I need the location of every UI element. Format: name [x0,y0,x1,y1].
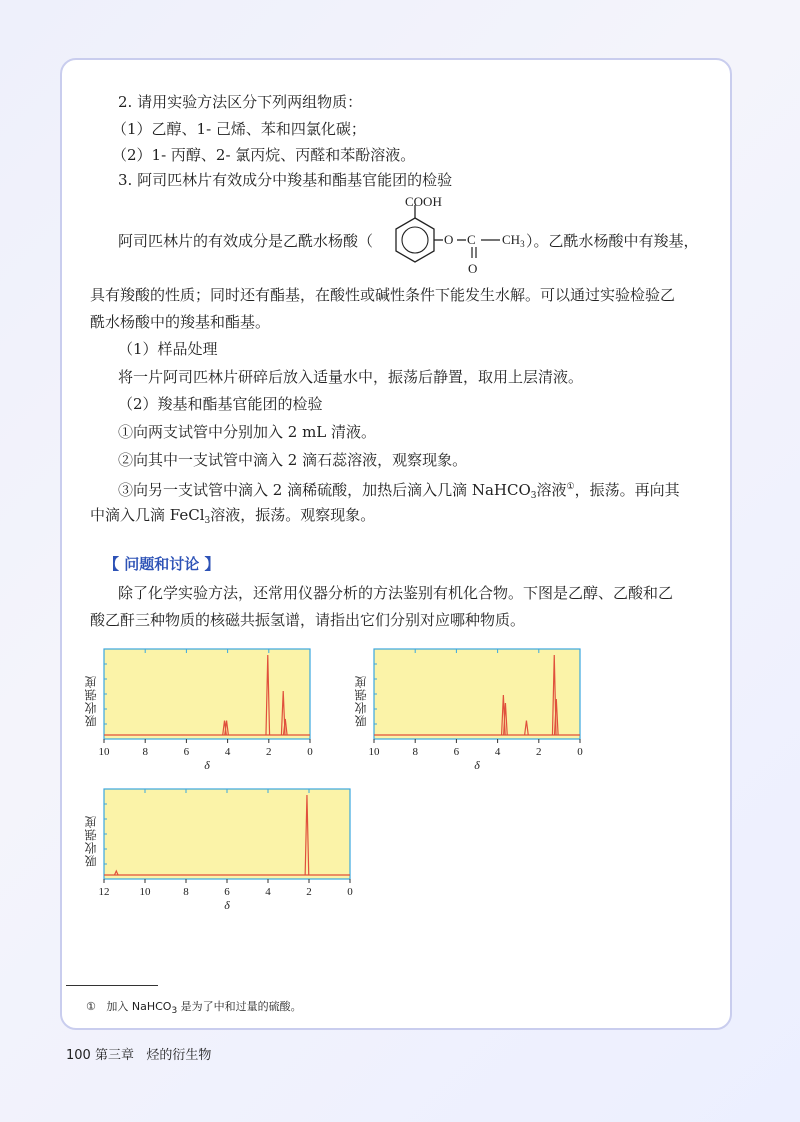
section-2-title: （2）羧基和酯基官能团的检验 [118,395,323,413]
methyl-ch: CH [502,232,521,247]
x-tick-label: 4 [224,746,231,758]
ester-o-label: O [444,232,454,247]
x-tick-label: 6 [224,886,230,898]
question-2-part-1: （1）乙醇、1- 己烯、苯和四氯化碳； [112,120,366,138]
paragraph-line-1: 具有羧酸的性质；同时还有酯基，在酸性或碱性条件下能发生水解。可以通过实验检验乙 [90,286,676,304]
nmr-chart-3 [82,785,362,915]
x-axis-title: δ [204,758,210,772]
footnote-b: 是为了中和过量的硫酸。 [177,1000,302,1013]
x-tick-label: 8 [183,886,189,898]
step-3-a: ③向另一支试管中滴入 2 滴稀硫酸，加热后滴入几滴 NaHCO [118,481,531,499]
x-tick-label: 8 [142,746,148,758]
footnote-a: 加入 NaHCO [106,1000,172,1013]
footnote-ref: ① [566,482,575,492]
x-tick-label: 6 [453,746,460,758]
footnote-divider [66,985,158,986]
question-3: 3. 阿司匹林片有效成分中羧基和酯基官能团的检验 [118,171,453,189]
y-axis-title: 吸收强度 [84,675,98,727]
nmr-plot-2 [352,645,592,775]
page-footer [66,1044,211,1063]
footnote-mark: ① [86,1000,96,1013]
x-tick-label: 2 [306,886,312,898]
step-3-c: ，振荡。再向其 [574,481,680,499]
methyl-sub: 3 [520,239,525,249]
methyl-label [502,232,525,249]
plot-area [374,649,580,739]
x-tick-label: 2 [266,746,272,758]
x-tick-label: 0 [347,886,353,898]
x-tick-label: 12 [98,886,110,898]
x-axis-title: δ [474,758,480,772]
nmr-chart-1 [82,645,322,775]
discussion-line-2: 酸乙酐三种物质的核磁共振氢谱，请指出它们分别对应哪种物质。 [90,611,526,629]
nmr-chart-2 [352,645,592,775]
nmr-plot-1 [82,645,322,775]
footnote-sub: 3 [171,1006,178,1016]
question-2-part-2: （2）1- 丙醇、2- 氯丙烷、丙醛和苯酚溶液。 [112,146,416,164]
step-3-b: 溶液 [536,481,567,499]
y-axis-title: 吸收强度 [354,675,368,727]
x-tick-label: 6 [183,746,190,758]
step-3-sub: 3 [530,491,537,501]
aspirin-intro-end: ）。乙酰水杨酸中有羧基， [526,232,699,250]
nmr-plot-3 [82,785,362,915]
x-tick-label: 10 [368,746,380,758]
step-1: ①向两支试管中分别加入 2 mL 清液。 [118,423,377,441]
x-tick-label: 8 [412,746,418,758]
aspirin-pre: 阿司匹林片的有效成分是乙酰水杨酸（ [118,232,374,250]
plot-area [104,649,310,739]
x-tick-label: 10 [139,886,151,898]
footnote [86,998,302,1016]
x-tick-label: 10 [98,746,110,758]
y-axis-title: 吸收强度 [84,815,98,867]
discussion-line-1: 除了化学实验方法，还常用仪器分析的方法鉴别有机化合物。下图是乙醇、乙酸和乙 [118,584,674,602]
carbonyl-o-label: O [468,261,478,276]
section-1-body: 将一片阿司匹林片研碎后放入适量水中，振荡后静置，取用上层清液。 [118,368,584,386]
step-3-l2-b: 溶液，振荡。观察现象。 [210,506,376,524]
plot-area [104,789,350,879]
step-3-l2-a: 中滴入几滴 FeCl [90,506,205,524]
page-number: 100 [66,1048,91,1063]
x-axis-title: δ [224,898,230,912]
chapter-title: 烃的衍生物 [146,1048,212,1063]
section-1-title: （1）样品处理 [118,340,218,358]
carbonyl-c-label: C [467,232,476,247]
cooh-label: COOH [405,194,442,209]
discussion-heading: 【 问题和讨论 】 [104,555,220,573]
x-tick-label: 4 [265,886,271,898]
x-tick-label: 4 [494,746,501,758]
chapter-label: 第三章 [94,1048,134,1063]
x-tick-label: 0 [307,746,313,758]
paragraph-line-2: 酰水杨酸中的羧基和酯基。 [90,313,271,331]
step-3-line-2 [90,502,710,535]
question-2: 2. 请用实验方法区分下列两组物质： [118,93,363,111]
step-3-l2-sub: 3 [204,516,211,526]
step-2: ②向其中一支试管中滴入 2 滴石蕊溶液，观察现象。 [118,451,468,469]
x-tick-label: 2 [536,746,542,758]
x-tick-label: 0 [577,746,583,758]
